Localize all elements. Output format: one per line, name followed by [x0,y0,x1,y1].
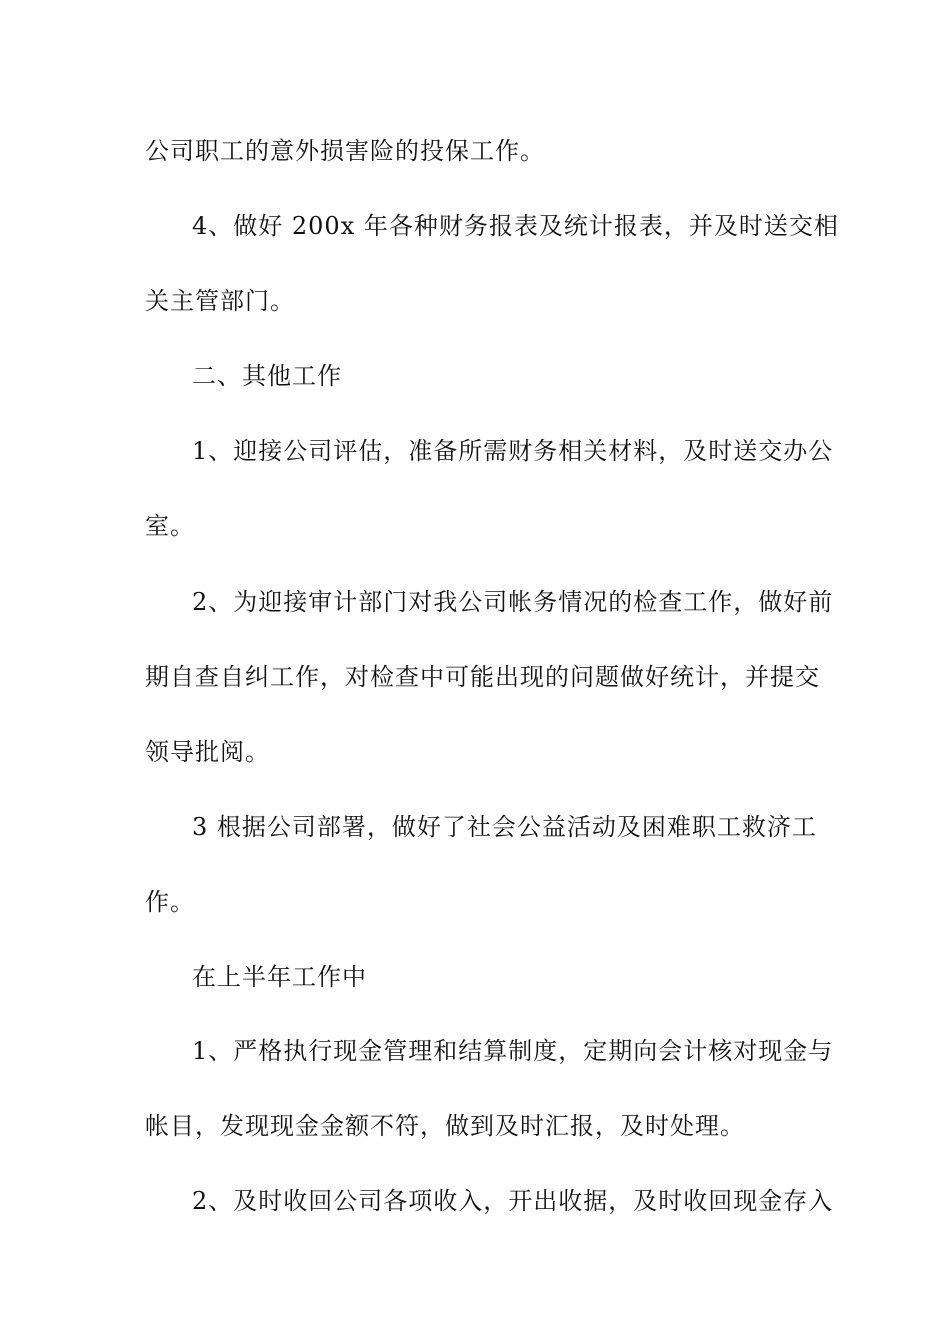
text-line: 4、做好 200x 年各种财务报表及统计报表，并及时送交相 [192,212,839,240]
text-line: 期自查自纠工作，对检查中可能出现的问题做好统计，并提交 [145,663,820,691]
text-line: 室。 [145,512,195,540]
subsection-heading: 在上半年工作中 [192,963,367,991]
text-line: 公司职工的意外损害险的投保工作。 [145,137,545,165]
text-line: 1、迎接公司评估，准备所需财务相关材料，及时送交办公 [192,437,834,465]
text-line: 帐目，发现现金金额不符，做到及时汇报，及时处理。 [145,1112,745,1140]
text-line: 1、严格执行现金管理和结算制度，定期向会计核对现金与 [192,1037,834,1065]
text-line: 作。 [145,888,195,916]
text-line: 领导批阅。 [145,738,270,766]
text-line: 2、及时收回公司各项收入，开出收据，及时收回现金存入 [192,1187,834,1215]
text-line: 关主管部门。 [145,287,295,315]
text-line: 3 根据公司部署，做好了社会公益活动及困难职工救济工 [192,813,817,841]
section-heading: 二、其他工作 [192,362,342,390]
text-line: 2、为迎接审计部门对我公司帐务情况的检查工作，做好前 [192,588,834,616]
